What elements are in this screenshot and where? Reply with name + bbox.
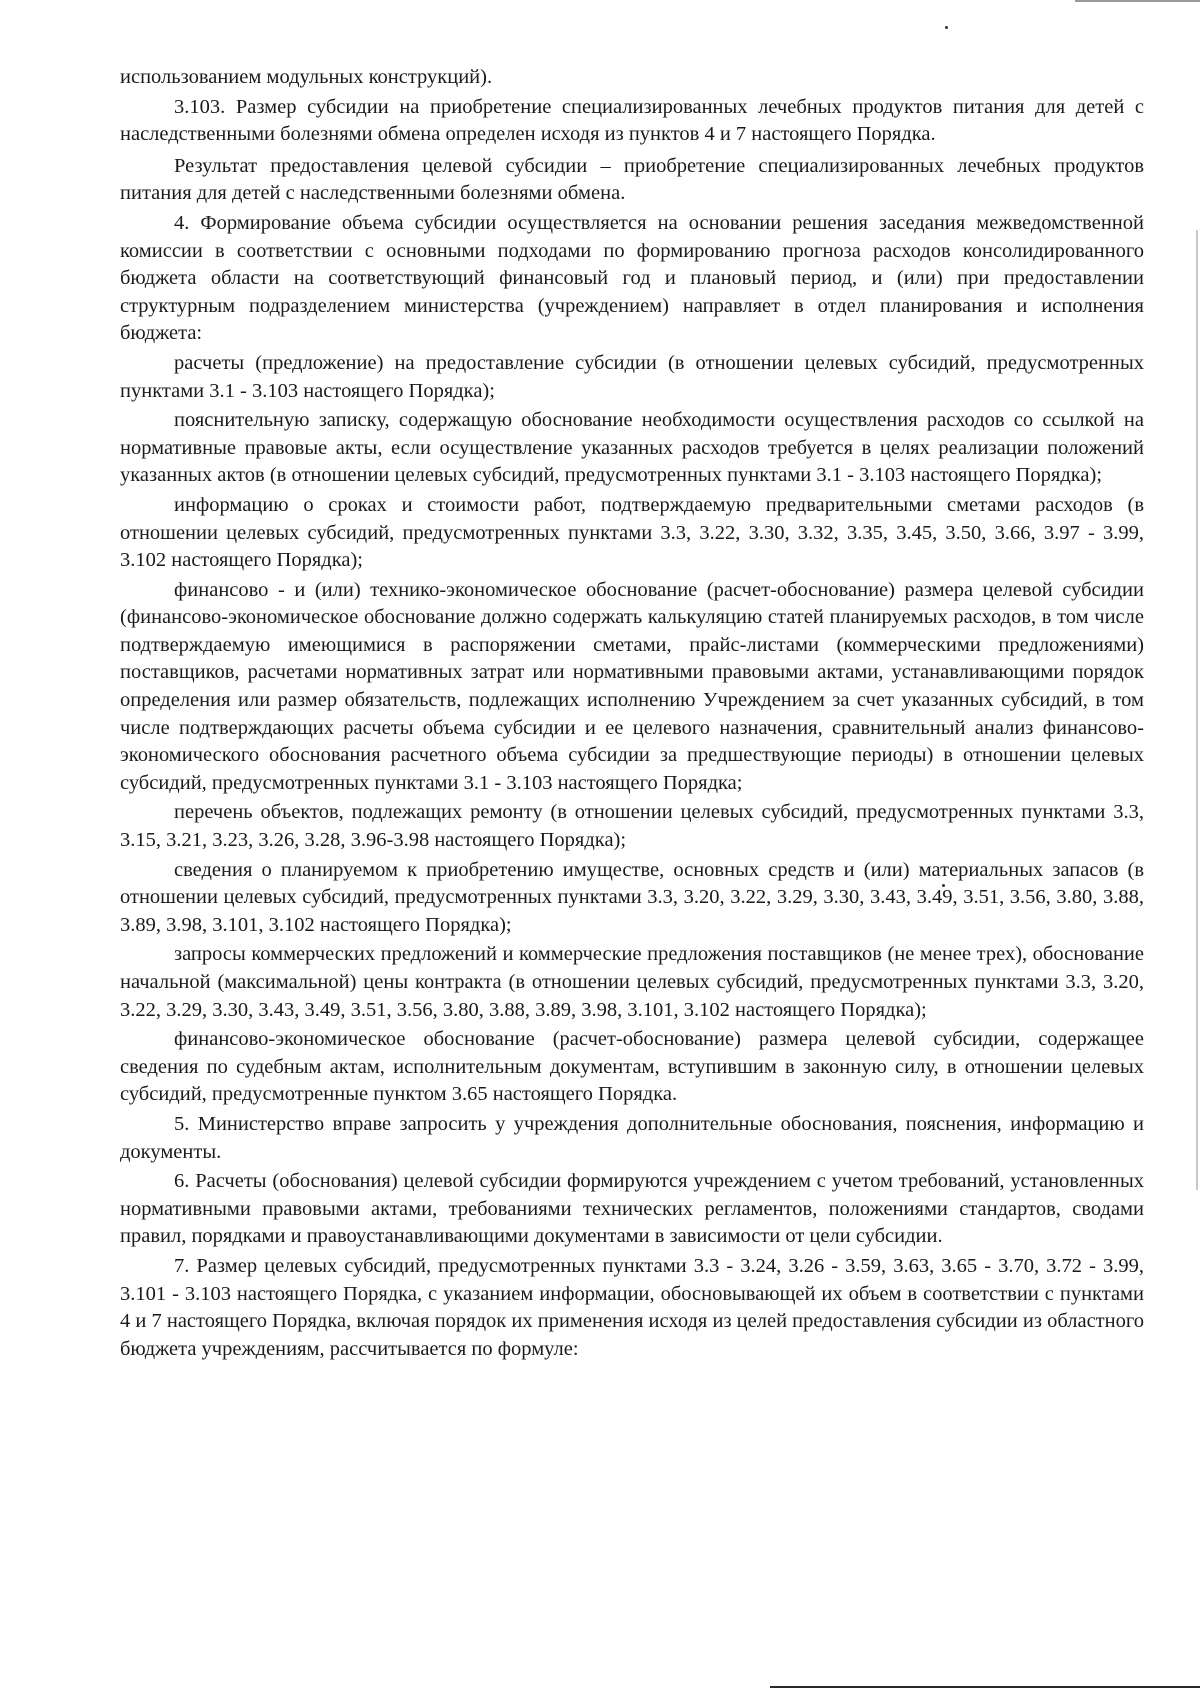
- paragraph-3-103: 3.103. Размер субсидии на приобретение специализированных лечебных продуктов питания для детей с наследственными болезнями обмена определен исходя из пунктов 4 и 7 настоящего Порядка.: [120, 95, 1144, 146]
- paragraph-4: 4. Формирование объема субсидии осуществляется на основании решения заседания межведомственной комиссии в соответствии с основными подходами по формированию прогноза расходов консолидированного бюджета области на соответствующий финансовый год и плановый период, и (или) при предоставлении структурным подразделением министерства (учреждением) направляет в отдел планирования и исполнения бюджета:: [120, 211, 1144, 345]
- paragraph-calculations: расчеты (предложение) на предоставление субсидии (в отношении целевых субсидий, предусмотренных пунктами 3.1 - 3.103 настоящего Порядка);: [120, 351, 1144, 402]
- footer-rule: [770, 1686, 1200, 1688]
- paragraph-works-info: информацию о сроках и стоимости работ, подтверждаемую предварительными сметами расходов (в отношении целевых субсидий, предусмотренных пунктами 3.3, 3.22, 3.30, 3.32, 3.35, 3.45, 3.50, 3.66, 3.97 - 3.99, 3.102 настоящего Порядка);: [120, 493, 1144, 572]
- paragraph-repair-objects: перечень объектов, подлежащих ремонту (в отношении целевых субсидий, предусмотренных пунктами 3.3, 3.15, 3.21, 3.23, 3.26, 3.28, 3.96-3.98 настоящего Порядка);: [120, 801, 1144, 852]
- paragraph-result: Результат предоставления целевой субсидии – приобретение специализированных лечебных продуктов питания для детей с наследственными болезнями обмена.: [120, 154, 1144, 205]
- paragraph-property-info: сведения о планируемом к приобретению имуществе, основных средств и (или) материальных запасов (в отношении целевых субсидий, предусмотренных пунктами 3.3, 3.20, 3.22, 3.29, 3.30, 3.43, 3.49, 3.51, 3.56, 3.80, 3.88, 3.89, 3.98, 3.101, 3.102 настоящего Порядка);: [120, 858, 1144, 936]
- paragraph-7: 7. Размер целевых субсидий, предусмотренных пунктами 3.3 - 3.24, 3.26 - 3.59, 3.63, 3.65 - 3.70, 3.72 - 3.99, 3.101 - 3.103 настоящего Порядка, с указанием информации, обосновывающей их объем в соответствии с пунктами 4 и 7 настоящего Порядка, включая порядок их применения исходя из целей предоставления субсидии из областного бюджета учреждениям, рассчитывается по формуле:: [120, 1254, 1144, 1360]
- scan-artifact-top-line: [1075, 0, 1200, 2]
- paragraph-6: 6. Расчеты (обоснования) целевой субсидии формируются учреждением с учетом требований, установленных нормативными правовыми актами, требованиями технических регламентов, положениями стандартов, сводами правил, порядками и правоустанавливающими документами в зависимости от цели субсидии.: [120, 1170, 1144, 1248]
- scan-artifact-right-edge: [1196, 230, 1198, 1190]
- paragraph-5: 5. Министерство вправе запросить у учреждения дополнительные обоснования, пояснения, информацию и документы.: [120, 1112, 1144, 1163]
- paragraph-commercial-offers: запросы коммерческих предложений и коммерческие предложения поставщиков (не менее трех), обоснование начальной (максимальной) цены контракта (в отношении целевых субсидий, предусмотренных пунктами 3.3, 3.20, 3.22, 3.29, 3.30, 3.43, 3.49, 3.51, 3.56, 3.80, 3.88, 3.89, 3.98, 3.101, 3.102 настоящего Порядка);: [120, 943, 1144, 1021]
- document-page: [120, 64, 1144, 1363]
- paragraph-financial-justification: финансово - и (или) технико-экономическое обоснование (расчет-обоснование) размера целевой субсидии (финансово-экономическое обоснование должно содержать калькуляцию статей планируемых расходов, в том числе подтверждаемую имеющимися в распоряжении сметами, прайс-листами (коммерческими предложениями) поставщиков, расчетами нормативных затрат или нормативными правовыми актами, устанавливающими порядок определения или размер обязательств, подлежащих исполнению Учреждением за счет указанных субсидий, в том числе подтверждающих расчеты объема субсидии и ее целевого назначения, сравнительный анализ финансово-экономического обоснования расчетного объема субсидии за предшествующие периоды) в отношении целевых субсидий, предусмотренных пунктами 3.1 - 3.103 настоящего Порядка;: [120, 578, 1144, 794]
- paragraph-continuation: использованием модульных конструкций).: [120, 66, 493, 88]
- paragraph-explanatory-note: пояснительную записку, содержащую обоснование необходимости осуществления расходов со ссылкой на нормативные правовые акты, если осуществление указанных расходов требуется в целях реализации положений указанных актов (в отношении целевых субсидий, предусмотренных пунктами 3.1 - 3.103 настоящего Порядка);: [120, 409, 1144, 487]
- paragraph-court-acts: финансово-экономическое обоснование (расчет-обоснование) размера целевой субсидии, содержащее сведения по судебным актам, исполнительным документам, вступившим в законную силу, в отношении целевых субсидий, предусмотренные пунктом 3.65 настоящего Порядка.: [120, 1028, 1144, 1106]
- scan-speck: [945, 26, 948, 29]
